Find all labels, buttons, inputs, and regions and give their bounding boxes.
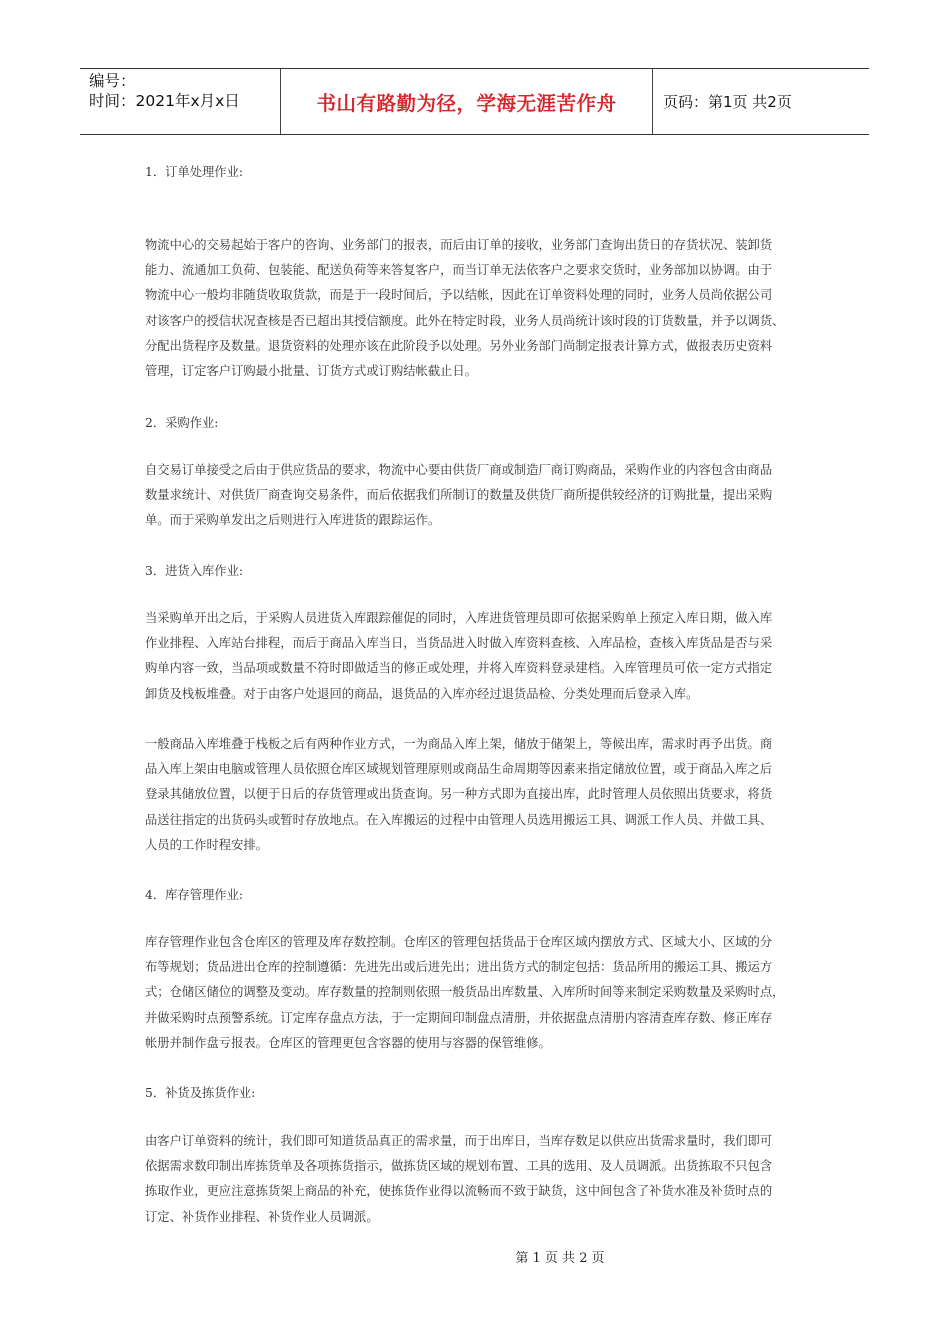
text-line: 数量求统计、对供货厂商查询交易条件，而后依据我们所制订的数量及供货厂商所提供较经济的订购批量，提出采购	[145, 488, 773, 503]
text-line: 物流中心一般均非随货收取货款，而是于一段时间后，予以结帐，因此在订单资料处理的同时，业务人员尚依据公司	[145, 288, 773, 303]
text-line: 式；仓储区储位的调整及变动。库存数量的控制则依照一般货品出库数量、入库所时间等来制定采购数量及采购时点，	[145, 985, 785, 1000]
text-line: 人员的工作时程安排。	[145, 837, 268, 852]
header-meta	[80, 69, 281, 134]
text-line: 由客户订单资料的统计，我们即可知道货品真正的需求量，而于出库日，当库存数足以供应出货需求量时，我们即可	[145, 1134, 773, 1148]
section-heading: 5．补货及拣货作业:	[145, 1086, 256, 1100]
section-heading: 4．库存管理作业:	[145, 888, 244, 902]
header-page-label: 页码：第1页 共2页	[663, 93, 792, 111]
text-line: 品入库上架由电脑或管理人员依照仓库区域规划管理原则或商品生命周期等因素来指定储放位置，或于商品入库之后	[145, 762, 773, 777]
section-paragraph	[145, 930, 805, 1056]
section-heading: 2．采购作业:	[145, 416, 219, 430]
document-header	[80, 68, 869, 135]
text-line: 并做采购时点预警系统。订定库存盘点方法，于一定期间印制盘点清册，并依据盘点清册内容清查库存数、修正库存	[145, 1010, 773, 1025]
text-line: 订定、补货作业排程、补货作业人员调派。	[145, 1209, 379, 1224]
text-line: 品送往指定的出货码头或暂时存放地点。在入库搬运的过程中由管理人员选用搬运工具、调派工作人员、并做工具、	[145, 812, 773, 827]
section-paragraph	[145, 1129, 805, 1230]
text-line: 一般商品入库堆叠于栈板之后有两种作业方式，一为商品入库上架，储放于储架上，等候出库，需求时再予出货。商	[145, 737, 773, 751]
section-paragraph	[145, 606, 805, 707]
section-paragraph	[145, 732, 805, 858]
time-label: 时间：2021年x月x日	[89, 92, 240, 110]
text-line: 物流中心的交易起始于客户的咨询、业务部门的报表，而后由订单的接收，业务部门查询出货日的存货状况、装卸货	[145, 238, 773, 252]
text-line: 对该客户的授信状况查核是否已超出其授信额度。此外在特定时段，业务人员尚统计该时段的订货数量，并予以调货、	[145, 313, 785, 328]
text-line: 单。而于采购单发出之后则进行入库进货的跟踪运作。	[145, 513, 441, 528]
text-line: 能力、流通加工负荷、包装能、配送负荷等来答复客户，而当订单无法依客户之要求交货时，业务部加以协调。由于	[145, 263, 773, 278]
text-line: 库存管理作业包含仓库区的管理及库存数控制。仓库区的管理包括货品于仓库区域内摆放方式、区域大小、区域的分	[145, 935, 773, 949]
text-line: 依据需求数印制出库拣货单及各项拣货指示，做拣货区域的规划布置、工具的选用、及人员调派。出货拣取不只包含	[145, 1159, 773, 1174]
section-heading: 1．订单处理作业:	[145, 165, 244, 179]
text-line: 帐册并制作盘亏报表。仓库区的管理更包含容器的使用与容器的保管维修。	[145, 1035, 551, 1050]
text-line: 当采购单开出之后，于采购人员进货入库跟踪催促的同时，入库进货管理员即可依据采购单上预定入库日期，做入库	[145, 611, 773, 625]
header-motto: 书山有路勤为径，学海无涯苦作舟	[281, 69, 653, 134]
text-line: 登录其储放位置，以便于日后的存货管理或出货查询。另一种方式即为直接出库，此时管理人员依照出货要求，将货	[145, 787, 773, 802]
text-line: 作业排程、入库站台排程，而后于商品入库当日，当货品进入时做入库资料查核、入库品检，查核入库货品是否与采	[145, 636, 773, 651]
text-line: 购单内容一致，当品项或数量不符时即做适当的修正或处理，并将入库资料登录建档。入库管理员可依一定方式指定	[145, 661, 773, 676]
section-paragraph	[145, 233, 805, 384]
section-heading: 3．进货入库作业:	[145, 564, 244, 578]
text-line: 布等规划；货品进出仓库的控制遵循：先进先出或后进先出；进出货方式的制定包括：货品所用的搬运工具、搬运方	[145, 960, 773, 975]
number-label: 编号：	[89, 72, 136, 90]
text-line: 拣取作业，更应注意拣货架上商品的补充，使拣货作业得以流畅而不致于缺货，这中间包含了补货水准及补货时点的	[145, 1184, 773, 1199]
text-line: 卸货及栈板堆叠。对于由客户处退回的商品，退货品的入库亦经过退货品检、分类处理而后登录入库。	[145, 686, 699, 701]
page-footer: 第 1 页 共 2 页	[515, 1251, 605, 1266]
text-line: 管理，订定客户订购最小批量、订货方式或订购结帐截止日。	[145, 364, 478, 379]
text-line: 自交易订单接受之后由于供应货品的要求，物流中心要由供货厂商或制造厂商订购商品，采购作业的内容包含由商品	[145, 463, 773, 477]
text-line: 分配出货程序及数量。退货资料的处理亦该在此阶段予以处理。另外业务部门尚制定报表计算方式，做报表历史资料	[145, 338, 773, 353]
section-paragraph	[145, 458, 805, 534]
